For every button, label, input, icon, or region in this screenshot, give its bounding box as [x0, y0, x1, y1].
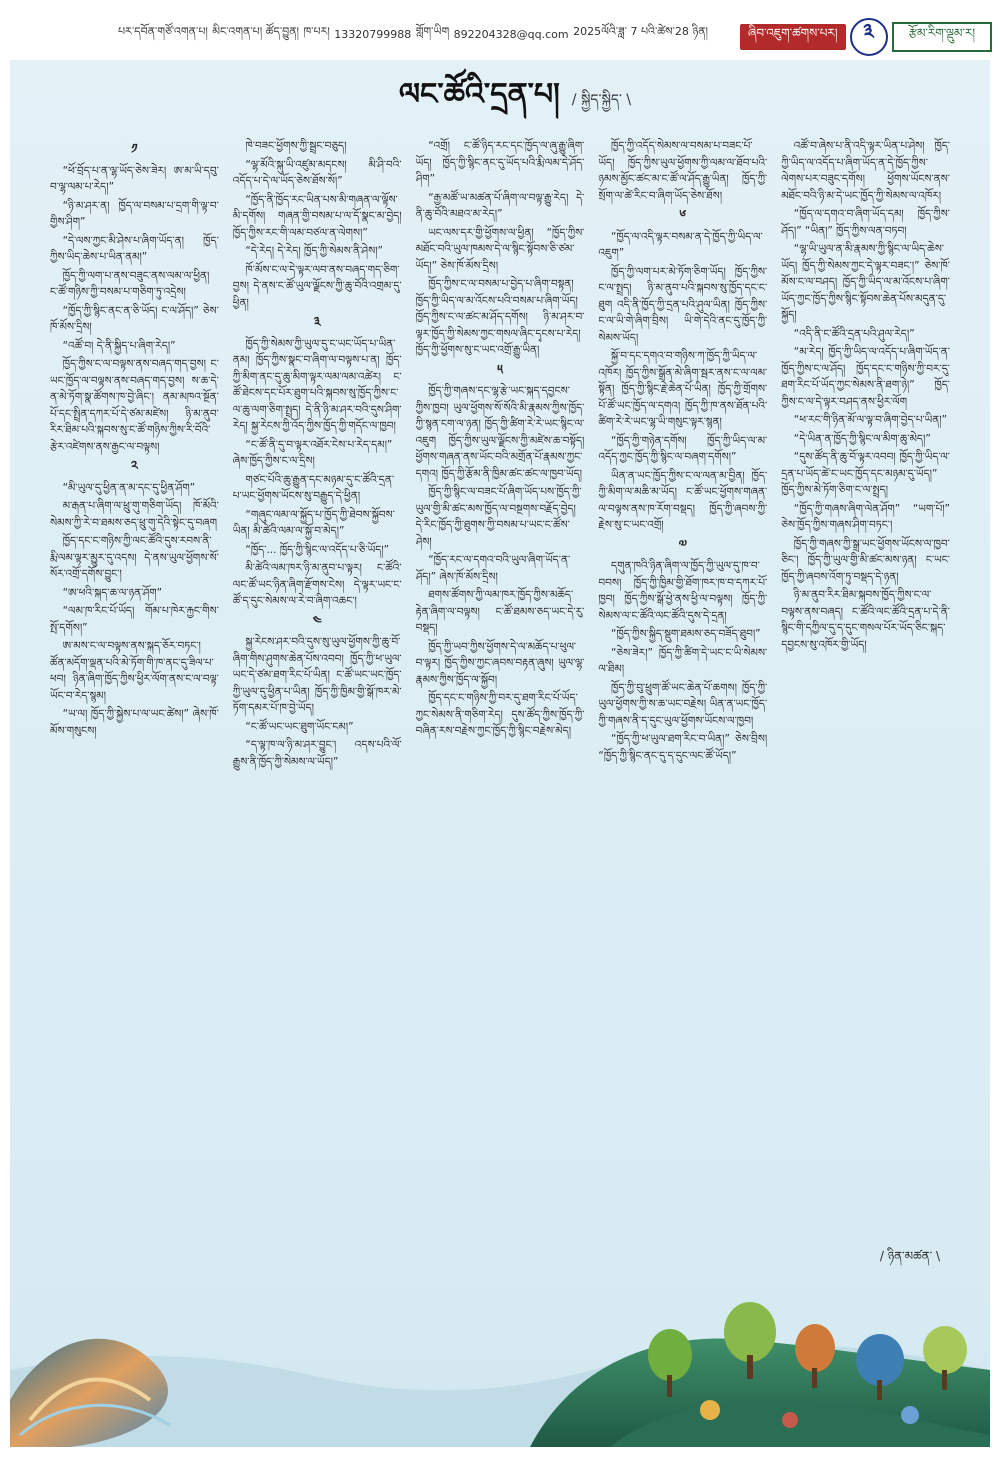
paragraph: སྐྱ་རེངས་ཤར་བའི་དུས་སུ་ཡུལ་ཕྱོགས་ཀྱི་ཆུ་བོ་ཞིག་གིས་ཤུགས་ཆེན་པོས་འབབ། ཁྱོད་ཀྱི་ཕ་ཡུལ་ཡང་དེ་ཙམ་ཐག་རིང་པོ་ཡིན། ང་ཚོ་ཡང་ཡང་ཁྱོད་ཀྱི་ཡུལ་དུ་ཕྱིན་པ་ཡིན། ཁྱོད་ཀྱི་ཁྱིམ་གྱི་སྒོ་ཁར་མེ་ཏོག་དམར་པོ་ཁ་བྱེ་ཡོད། — [232, 636, 402, 714]
paragraph: གཙང་པོའི་ཆུ་རྒྱུན་དང་མཉམ་དུ་ང་ཚོའི་དྲན་པ་ཡང་ཕྱོགས་ཡོངས་སུ་བརྒྱུད་དེ་ཕྱིན། — [232, 473, 395, 502]
paragraph: “ལྷ་ཡི་ཡུལ་ན་མི་རྣམས་ཀྱི་སྙིང་ལ་ཡིད་ཆེས་ཡོད། ཁྱོད་ཀྱི་སེམས་ཀྱང་དེ་ལྟར་བཟང་།” ཅེས་ཁོ་མོས་ང་ལ་བཤད། ཁྱོད་ཀྱི་ཡིད་ལ་མ་འོངས་པ་ཞིག་ཡོད་ཀྱང་ཁྱོད་ཀྱིས་སྙིང་སྟོབས་ཆེན་པོས་མདུན་དུ་སྐྱོད། — [781, 243, 950, 321]
paragraph: “ཁྱོད་ཀྱི་གཉེན་དགོས། ཁྱོད་ཀྱི་ཡིད་ལ་མ་འདོད་ཀྱང་ཁྱོད་ཀྱི་སྙིང་ལ་བཞག་དགོས།” — [598, 434, 768, 463]
paragraph: “ཁྱོད་ལ་དགའ་བ་ཞིག་ཡོད་དམ། ཁྱོད་ཀྱིས་ཤོད།” “ཡིན།” ཁྱོད་ཀྱིས་ལན་བཏབ། — [781, 208, 950, 237]
paragraph: “དུས་ཚོད་ནི་ཆུ་བོ་ལྟར་འབབ། ཁྱོད་ཀྱི་ཡིད་ལ་དྲན་པ་ཡོད་ཚེ་ང་ཡང་ཁྱོད་དང་མཉམ་དུ་ཡོད།” ཁྱོད་ཀྱིས་མེ་ཏོག་ཅིག་ང་ལ་སྤྲད། — [781, 451, 950, 496]
paragraph: “དེ་ཡིན་ན་ཁྱོད་ཀྱི་སྙིང་ལ་མིག་ཆུ་མེད།” — [793, 432, 931, 445]
paragraph: “གཞུང་ལམ་ལ་སྐྱོད་པ་ཁྱོད་ཀྱི་ཐེབས་སྐྱོབས་ཡིན། མི་ཚེའི་ལམ་ལ་སྐྱོ་བ་མེད།” — [232, 508, 395, 537]
paragraph: “མ་རེད། ཁྱོད་ཀྱི་ཡིད་ལ་འདོད་པ་ཞིག་ཡོད་ན་ཁྱོད་ཀྱིས་ང་ལ་ཤོད། ཁྱོད་དང་ང་གཉིས་ཀྱི་བར་དུ་ཐག་རིང་པོ་ཡོད་ཀྱང་སེམས་ནི་ཐག་ཉེ།” ཁྱོད་ཀྱིས་ང་ལ་དེ་ལྟར་བཤད་ནས་ཕྱིར་ལོག — [781, 346, 950, 408]
column-2 — [233, 138, 402, 1270]
column-4 — [598, 138, 767, 1270]
paragraph: “ཨ་ཕའི་སྐད་ཆ་ལ་ཉན་ཤོག” — [62, 586, 163, 599]
paragraph: ཁེ་བཟང་ཕྱོགས་ཀྱི་སྦྲང་བཅུད། — [245, 140, 347, 152]
paragraph: ཁྱོད་ཀྱི་ལག་པར་མེ་ཏོག་ཅིག་ཡོད། ཁྱོད་ཀྱིས་ང་ལ་སྤྲད། ཉི་མ་ནུབ་པའི་སྐབས་སུ་ཁྱོད་དང་ང་ཐུག འདི་ནི་ཁྱོད་ཀྱི་དྲན་པའི་ཤུལ་ཡིན། ཁྱོད་ཀྱིས་ང་ལ་ཡི་གེ་ཞིག་བྲིས། ཡི་གེ་དེའི་ནང་དུ་ཁྱོད་ཀྱི་སེམས་ཡོད། — [598, 265, 768, 344]
section-number: ༢ — [131, 459, 138, 474]
paragraph: “ཁྱོད་... ཁྱོད་ཀྱི་སྙིང་ལ་འདོད་པ་ཅི་ཡོད།” — [245, 543, 390, 556]
landscape-illustration — [10, 1250, 990, 1447]
section-number: ༣ — [313, 315, 321, 330]
column-3 — [416, 138, 585, 1270]
phone-label: ཁ་པར། — [303, 24, 330, 38]
paragraph: “ཁྱོད་ཀྱི་གཞས་ཞིག་ལེན་ཤོག” “ཡག་པོ།” ཅེས་ཁྱོད་ཀྱིས་གཞས་ཤིག་བཏང་། — [781, 502, 950, 531]
paragraph: “དེ་ལས་ཀྱང་མི་ཤེས་པ་ཞིག་ཡོད་ན། ཁྱོད་ཀྱིས་ཡིད་ཆེས་པ་ཡིན་ནམ།” — [50, 234, 219, 263]
article-title: ལང་ཚོའི་དྲན་པ། — [398, 77, 560, 112]
section-number: ༥ — [497, 362, 503, 378]
paragraph: “ཁྱོད་རང་ལ་དགའ་བའི་ཡུལ་ཞིག་ཡོད་ན་ཤོད།” ཞེས་ཁོ་མོས་དྲིས། — [415, 554, 571, 583]
paragraph: ཉི་མ་ནུབ་རིར་ཐིམ་སྐབས་ཁྱོད་ཀྱིས་ང་ལ་བལྟས་ནས་བཞད། ང་ཚོའི་ལང་ཚོའི་དྲན་པ་དེ་ནི་སྙིང་གི་དཀྱིལ་དུ་ད་དུང་གསལ་པོར་ཡོད་ཅིང་སྐད་དབྱངས་སུ་འཁོར་གྱི་ཡོད། — [781, 589, 950, 651]
paragraph: ཡིན་ན་ཡང་ཁྱོད་ཀྱིས་ང་ལ་ལན་མ་བྱིན། ཁྱོད་ཀྱི་མིག་ལ་མཆི་མ་ཡོད། ང་ཚོ་ཡང་ཕྱོགས་གཞན་ལ་བལྟས་ནས་ཁ་རོག་བསྡད། ཁྱོད་ཀྱི་ཞབས་ཀྱི་རྗེས་སུ་ང་ཡང་འགྲོ། — [598, 469, 768, 531]
paragraph: “ཉི་མ་ཤར་ན། ཁྱོད་ལ་བསམ་པ་དྲག་གི་ལྟ་བ་གྱིས་ཤིག” — [50, 199, 219, 228]
issue-date: 2025ལོའི་ཟླ་ 7 པའི་ཚེས་28 ཉིན། — [573, 24, 708, 38]
paragraph: “ཡ་ལ། ཁྱོད་ཀྱི་སྐྱེས་པ་ལ་ཡང་ཚེས།” ཞེས་ཁོ་མོས་གསུངས། — [50, 708, 219, 737]
paragraph: ཁྱོད་ཀྱི་སྙིང་ལ་བཟང་པོ་ཞིག་ཡོད་པས་ཁྱོད་ཀྱི་ཡུལ་གྱི་མི་ཚང་མས་ཁྱོད་ལ་བསྔགས་བརྗོད་བྱེད། དེ་རིང་ཁྱོད་ཀྱི་ཐུགས་ཀྱི་བསམ་པ་ཡང་ང་ཚོས་ཤེས། — [415, 486, 582, 548]
paragraph: ཨ་མས་ང་ལ་བལྟས་ནས་སྐད་ཅོར་བཏང་། ཚོན་མདོག་ལྡན་པའི་མེ་ཏོག་གི་ཁ་ནང་དུ་ཟིལ་པ་ཕབ། ཉིན་ཞིག་ཁྱོད་ཀྱིས་ཕྱིར་ལོག་ནས་ང་ལ་བལྟ་ཡོང་བ་རེད་སྙམ། — [50, 640, 219, 702]
paragraph: “ཁྱོད་ལ་འདི་ལྟར་བསམ་ན་དེ་ཁྱོད་ཀྱི་ཡིད་ལ་འཇུག” — [598, 230, 763, 259]
paragraph: ཁྱོད་ཀྱི་ལག་པ་ནས་བཟུང་ནས་ལམ་ལ་ཕྱིན། ང་ཚོ་གཉིས་ཀྱི་བསམ་པ་གཅིག་ཏུ་འདྲེས། — [50, 269, 210, 298]
paragraph: དགུན་ཁའི་ཉིན་ཞིག་ལ་ཁྱོད་ཀྱི་ཡུལ་དུ་ཁ་བ་བབས། ཁྱོད་ཀྱི་ཁྱིམ་གྱི་ཐོག་ཁར་ཁ་བ་དཀར་པོ་ཁྱབ། ཁྱོད་ཀྱིས་སྒོ་ཕྱེ་ནས་ཕྱི་ལ་བལྟས། ཁྱོད་ཀྱི་སེམས་ལ་ང་ཚོའི་ལང་ཚོའི་དུས་དེ་དྲན། — [598, 560, 768, 622]
paragraph: “ཕ་རང་གི་ཉིན་མོ་ལ་ལྟ་བ་ཞིག་བྱེད་པ་ཡིན།” — [793, 414, 948, 426]
paragraph: “ང་ཚོ་ནི་དུ་བ་ལྟར་འཐོར་ངེས་པ་རེད་དམ།” ཞེས་ཁྱོད་ཀྱིས་ང་ལ་དྲིས། — [232, 438, 393, 467]
paragraph: “མི་ཡུལ་དུ་ཕྱིན་ན་མ་དང་དུ་ཕྱིན་ཤོག” — [62, 481, 196, 494]
paragraph: ཁྱོད་ཀྱིས་ང་ལ་བལྟས་ནས་བཞད་གད་བྱས། ང་ཡང་ཁྱོད་ལ་བལྟས་ནས་བཞད་གད་བྱས། ས་ཆ་དེ་ན་མེ་ཏོག་སྣ་ཚོགས་ཁ་བྱེ་ཞིང་། ནམ་མཁའ་སྔོན་པོ་དང་སྤྲིན་དཀར་པོ་དེ་ཙམ་མཛེས། ཉི་མ་ནུབ་རིར་ཐིམ་པའི་སྐབས་སུ་ང་ཚོ་གཉིས་ཀྱིས་རི་བོའི་རྩེར་འཛེགས་ནས་རྒྱང་ལ་བལྟས། — [50, 358, 219, 453]
paragraph: “དེ་རེད། དེ་རེད། ཁྱོད་ཀྱི་སེམས་ནི་ཤེས།” — [245, 245, 383, 257]
paragraph: “འཚོ་བ། དེ་ནི་སྐྱིད་པ་ཞིག་རེད།” — [62, 339, 176, 352]
phone-number: 13320799988 — [334, 27, 412, 41]
article-columns — [50, 138, 950, 1270]
section-header — [740, 20, 992, 54]
paragraph: “ལྷ་མོའི་སྐུ་ཡི་འཛུམ་མདངས། མི་ཤི་བའི་འདོད་པ་དེ་ལ་ཡོད་ཅེས་ཐོས་སོ།” — [232, 158, 402, 187]
paragraph: “ཁྱོད་ནི་ཁྱོད་རང་ཡིན་པས་མི་གཞན་ལ་ལྟོས་མི་དགོས། གཞན་གྱི་བསམ་པ་ལ་དོ་སྣང་མ་བྱེད། ཁྱོད་ཀྱིས་རང་གི་ལམ་བཙལ་ན་ལེགས།” — [232, 193, 402, 239]
article-heading — [365, 78, 665, 128]
paragraph: འཚོ་བ་ཞེས་པ་ནི་འདི་ལྟར་ཡིན་པ་ཤེས། ཁྱོད་ཀྱི་ཡིད་ལ་འདོད་པ་ཞིག་ཡོད་ན་དེ་ཁྱོད་ཀྱིས་ལེགས་པར་བཟུང་དགོས། ཕྱོགས་ཡོངས་ནས་མཐོང་བའི་ཉི་མ་དེ་ཡང་ཁྱོད་ཀྱི་སེམས་ལ་འཁོར། — [781, 140, 950, 202]
paragraph: “ང་ཚོ་ཡང་ཡང་ཐུག་ཡོང་ངམ།” — [245, 720, 354, 733]
paragraph: “ཁྱོད་ཀྱིས་སྐྱིད་སྡུག་ཐམས་ཅད་བཟོད་ཐུབ།” — [610, 628, 761, 640]
paragraph: ཁྱོད་ཀྱི་གཞས་དང་ལྷ་རྩེ་ཡང་སྐད་དབྱངས་ཀྱིས་ཁྱབ། ཡུལ་ཕྱོགས་སོ་སོའི་མི་རྣམས་ཀྱིས་ཁྱོད་ཀྱི་སྙན་ངག་ལ་ཉན། ཁྱོད་ཀྱི་ཚིག་རེ་རེ་ཡང་སྙིང་ལ་འཇུག ཁྱོད་ཀྱིས་ཡུལ་ལྗོངས་ཀྱི་མཛེས་ཆ་བསྟོད། ཕྱོགས་གཞན་ནས་ཡོང་བའི་མགྲོན་པོ་རྣམས་ཀྱང་དགའ། ཁྱོད་ཀྱི་རྩོམ་ནི་ཁྱིམ་ཚང་ཚང་ལ་ཁྱབ་ཡོད། — [415, 385, 585, 480]
paragraph: ཐགས་ཚོགས་ཀྱི་ལམ་ཁར་ཁྱོད་ཀྱིས་མཆོད་རྟེན་ཞིག་ལ་བལྟས། ང་ཚོ་ཐམས་ཅད་ཡང་དེ་རུ་བསྡད། — [415, 589, 585, 634]
section-label: རྩོམ་རིག་ལྡུམ་ར། — [892, 22, 992, 52]
email-label: གློག་ཡིག — [415, 24, 450, 38]
paragraph: ཁྱོད་ཀྱི་ཡབ་ཀྱིས་ཕྱོགས་དེ་ལ་མཆོད་པ་ཕུལ་བ་ལྟར། ཁྱོད་ཀྱིས་ཀྱང་ཞབས་བརྟན་ཞུས། ཡུལ་ལྷ་རྣམས་ཀྱིས་ཁྱོད་ལ་སྐྱོབ། — [415, 640, 585, 686]
paragraph: “ད་ལྟ་ཁ་ལ་ཉི་མ་ཤར་བྱུང་། འདས་པའི་ལོ་རྒྱུས་ནི་ཁྱོད་ཀྱི་སེམས་ལ་ཡོད།” — [232, 739, 402, 768]
paragraph: མི་ཚེའི་ལམ་ཁར་ཉི་མ་ནུབ་པ་ལྟར། ང་ཚོའི་ལང་ཚོ་ཡང་ཉིན་ཞིག་རྫོགས་ངེས། དེ་ལྟར་ཡང་ང་ཚོ་ད་དུང་སེམས་ལ་རེ་བ་ཞིག་འཆང་། — [232, 562, 402, 607]
paragraph: “ལམ་ཁ་རིང་པོ་ཡོད། གོམ་པ་ཁེར་རྐྱང་གིས་སྤོ་དགོས།” — [50, 605, 219, 634]
paragraph: “ཅེས་ཟེར།” ཁྱོད་ཀྱི་ཚིག་དེ་ཡང་ང་ཡི་སེམས་ལ་ཐིམ། — [598, 646, 768, 675]
page-number: ༣ — [850, 18, 888, 56]
paragraph: ཁྱོད་དང་ང་གཉིས་ཀྱི་བར་དུ་ཐག་རིང་པོ་ཡོད་ཀྱང་སེམས་ནི་གཅིག་རེད། དུས་ཚོད་ཀྱིས་ཁྱོད་ཀྱི་བཞིན་རས་བརྗེས་ཀྱང་ཁྱོད་ཀྱི་སྙིང་བརྗེས་མེད། — [415, 692, 585, 737]
paragraph: ཁོ་མོས་ང་ལ་དེ་ལྟར་ལབ་ནས་བཞད་གད་ཅིག་བྱས། དེ་ནས་ང་ཚོ་ཡུལ་ལྗོངས་ཀྱི་ཆུ་བོའི་འགྲམ་དུ་ཕྱིན། — [232, 263, 402, 309]
paragraph: ཡང་ལས་དར་གྱི་ཕྱོགས་ལ་ཕྱིན། “ཁྱོད་ཀྱིས་མཐོང་བའི་ཡུལ་ཁམས་དེ་ལ་སྙིང་སྟོབས་ཅི་ཙམ་ཡོད།” ཅེས་ཁོ་མོས་དྲིས། — [415, 226, 585, 272]
column-1 — [50, 138, 219, 1270]
paragraph: ཁྱོད་ཀྱི་བུ་ཕྲུག་ཚོ་ཡང་ཆེན་པོ་ཆགས། ཁྱོད་ཀྱི་ཡུལ་ཕྱོགས་ཀྱི་ས་ཆ་ཡང་བརྗེས། ཡིན་ན་ཡང་ཁྱོད་ཀྱི་གཞས་ནི་ད་དུང་ཡུལ་ཕྱོགས་ཡོངས་ལ་ཁྱབ། — [598, 681, 768, 727]
section-badge: ཞིབ་འཇུག་ཚགས་པར། — [740, 24, 846, 50]
paragraph: “ཕོ་བྲོད་པ་ན་ལྷ་ཡོད་ཅེས་ཟེར། ཨ་མ་ཡི་དབུ་བ་ལྷ་ལམ་པ་རེད།” — [50, 164, 219, 193]
paragraph: “ཁྱོད་ཀྱི་ཕ་ཡུལ་ཐག་རིང་བ་ཡིན།” ཅེས་བྲིས། “ཁྱོད་ཀྱི་སྙིང་ནང་དུ་ད་དུང་ལང་ཚོ་ཡོད།” — [598, 733, 768, 762]
paragraph: “འདི་ནི་ང་ཚོའི་དྲན་པའི་ཤུལ་རེད།” — [793, 327, 915, 340]
paragraph: “འགྲོ། ང་ཚོ་ཉིད་རང་དང་ཁྱོད་ལ་ཞུ་རྒྱུ་ཞིག་ཡོད། ཁྱོད་ཀྱི་སྙིང་ནང་དུ་ཡོད་པའི་རྨི་ལམ་དེ་ཤོད་ཤིག” — [415, 140, 585, 185]
paragraph: ཁྱོད་དང་ང་གཉིས་ཀྱི་ལང་ཚོའི་དུས་རབས་ནི་རྨི་ལམ་ལྟར་མྱུར་དུ་འདས། དེ་ནས་ཡུལ་ཕྱོགས་སོ་སོར་འགྲོ་དགོས་བྱུང་། — [50, 535, 219, 580]
paragraph: “རྒྱ་མཚོ་ཡ་མཚན་པོ་ཞིག་ལ་བལྟ་རྒྱུ་རེད། དེ་ནི་ཆུ་བོའི་མཐའ་མ་རེད།” — [415, 191, 585, 220]
article-author: / སྐྱིད་སྐྱིད་ \ — [571, 92, 632, 108]
paragraph: ཁྱོད་ཀྱི་གཞས་ཀྱི་སྒྲ་ཡང་ཕྱོགས་ཡོངས་ལ་ཁྱབ་ཅིང་། ཁྱོད་ཀྱི་ཡུལ་གྱི་མི་ཚང་མས་ཉན། ང་ཡང་ཁྱོད་ཀྱི་ཞབས་འོག་ཏུ་བསྡད་དེ་ཉན། — [781, 537, 950, 583]
paragraph: སྐྱོ་བ་དང་དགའ་བ་གཉིས་ཀ་ཁྱོད་ཀྱི་ཡིད་ལ་འཁོར། ཁྱོད་ཀྱིས་སྒྲོན་མེ་ཞིག་སྦར་ནས་ང་ལ་ལམ་སྟོན། ཁྱོད་ཀྱི་སྙིང་རྗེ་ཆེན་པོ་ཡིན། ཁྱོད་ཀྱི་གྲོགས་པོ་ཚོ་ཡང་ཁྱོད་ལ་དགའ། ཁྱོད་ཀྱི་ཁ་ནས་ཐོན་པའི་ཚིག་རེ་རེ་ཡང་ལྷ་ཡི་གསུང་ལྟར་སྙན། — [598, 350, 768, 428]
section-number: ༦ — [679, 208, 687, 223]
section-number: ༧ — [678, 537, 687, 553]
page-header — [0, 0, 1000, 58]
email-address: 892204328@qq.com — [453, 27, 569, 41]
paragraph: ཁྱོད་ཀྱི་སེམས་ཀྱི་ཡུལ་དུ་ང་ཡང་ཡོད་པ་ཡིན་ནམ། ཁྱོད་ཀྱིས་སྣང་བ་ཞིག་ལ་བལྟས་པ་ན། ཁྱོད་ཀྱི་མིག་ནང་དུ་ཆུ་མིག་ལྟར་ལམ་ལམ་འཚེར། ང་ཚོ་ཐེངས་དང་པོར་ཐུག་པའི་སྐབས་སུ་ཁྱོད་ཀྱིས་ང་ལ་ཆུ་ལག་ཅིག་སྤྲད། དེ་ནི་ཉི་མ་ཤར་བའི་དུས་ཤིག་རེད། སྐྱ་རེངས་ཀྱི་འོད་ཀྱིས་ཁྱོད་ཀྱི་གདོང་ལ་ཁྱབ། — [232, 337, 402, 432]
section-number: ༡ — [131, 142, 138, 157]
paragraph: ཁྱོད་ཀྱིས་ང་ལ་བསམ་པ་བྱེད་པ་ཞིག་བསྟན། ཁྱོད་ཀྱི་ཡིད་ལ་མ་འོངས་པའི་བསམ་པ་ཞིག་ཡོད། ཁྱོད་ཀྱིས་ང་ལ་ཚང་མ་ཤོད་དགོས། ཉི་མ་ཤར་བ་ལྟར་ཁྱོད་ཀྱི་སེམས་ཀྱང་གསལ་ཞིང་དྭངས་པ་རེད། ཁྱོད་ཀྱི་ཕྱོགས་སུ་ང་ཡང་འགྲོ་རྒྱུ་ཡིན། — [415, 278, 585, 356]
column-5 — [781, 138, 950, 1270]
section-number: ༤ — [312, 613, 322, 629]
paragraph: ཁྱོད་ཀྱི་འདོད་སེམས་ལ་བསམ་པ་བཟང་པོ་ཡོད། ཁྱོད་ཀྱིས་ཡུལ་ཕྱོགས་ཀྱི་ལམ་ལ་ཐོབ་པའི་ཉམས་མྱོང་ཚང་མ་ང་ཚོ་ལ་ཤོད་རྒྱུ་ཡིན། ཁྱོད་ཀྱི་སྲོག་ལ་ཚེ་རིང་བ་ཞིག་ཡོད་ཅེས་ཐོས། — [598, 140, 768, 202]
paragraph: “ཁྱོད་ཀྱི་སྙིང་ནང་ན་ཅི་ཡོད། ང་ལ་ཤོད།” ཅེས་ཁོ་མོས་དྲིས། — [50, 304, 219, 333]
paragraph: མ་རྒན་པ་ཞིག་ལ་ཕྲུ་གུ་གཅིག་ཡོད། ཁོ་མོའི་སེམས་ཀྱི་རེ་བ་ཐམས་ཅད་ཕྲུ་གུ་དེའི་སྟེང་དུ་བཞག — [50, 500, 219, 529]
editor: མིང་འགན་པ། ཚོད་བྱུན། — [212, 24, 299, 38]
article-panel — [10, 60, 990, 1447]
masthead-info — [118, 20, 708, 48]
publisher: པར་དབོན་གཙོ་འགན་པ། — [118, 24, 208, 38]
